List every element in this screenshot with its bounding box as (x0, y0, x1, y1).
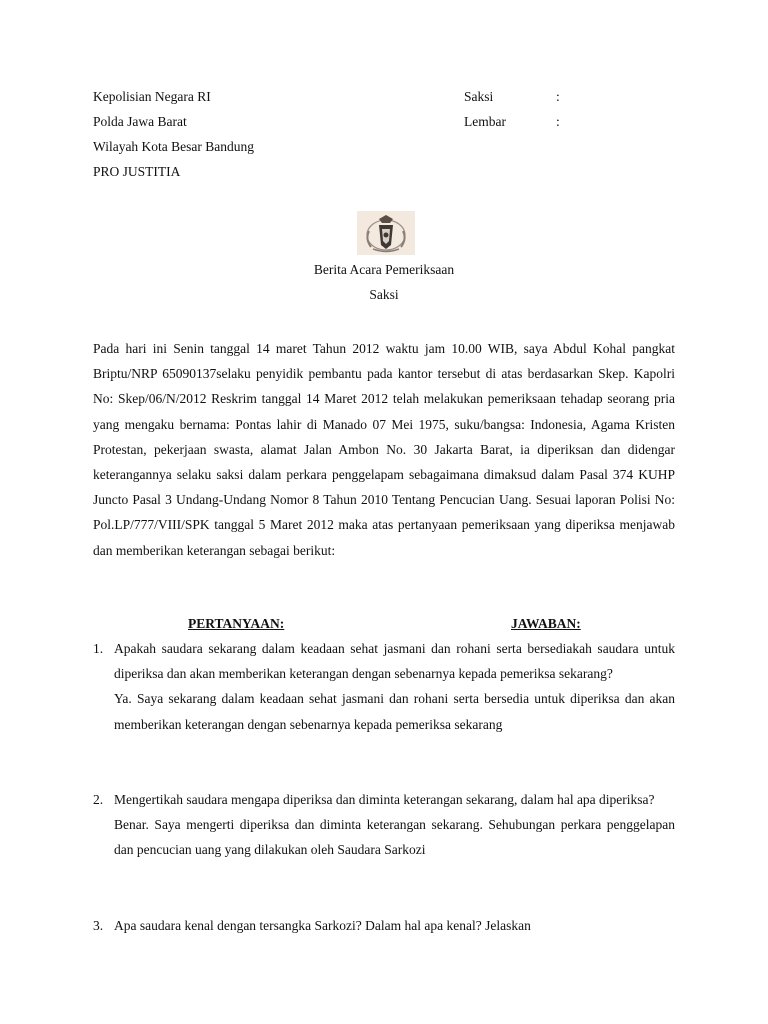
answer-text: Benar. Saya mengerti diperiksa dan diminta keterangan sekarang. Sehubungan perkara penggelapan dan pencucian uang yang dilakukan oleh Saudara Sarkozi (114, 817, 675, 858)
header-saksi-colon: : (556, 89, 560, 104)
qa-item-1 (93, 636, 675, 737)
header-lembar-label: Lembar (464, 114, 506, 129)
header-agency: Kepolisian Negara RI (93, 89, 211, 104)
question-text: Apakah saudara sekarang dalam keadaan sehat jasmani dan rohani serta bersediakah saudara untuk diperiksa dan akan memberikan keterangan dengan sebenarnya kepada pemeriksa sekarang? (114, 641, 675, 682)
header-lembar-colon: : (556, 114, 560, 129)
header-region: Polda Jawa Barat (93, 114, 187, 129)
header-city: Wilayah Kota Besar Bandung (93, 139, 255, 154)
question-text: Mengertikah saudara mengapa diperiksa dan diminta keterangan sekarang, dalam hal apa diperiksa? (114, 792, 655, 807)
police-emblem-icon (357, 211, 415, 255)
header-saksi-label: Saksi (464, 89, 494, 104)
qa-item-2 (93, 787, 675, 863)
doc-subtitle: Saksi (369, 287, 399, 302)
answer-header: JAWABAN: (511, 616, 581, 631)
qa-item-3 (93, 913, 675, 938)
item-number: 1. (93, 641, 104, 656)
item-number: 2. (93, 792, 104, 807)
question-text: Apa saudara kenal dengan tersangka Sarkozi? Dalam hal apa kenal? Jelaskan (114, 918, 531, 933)
question-header: PERTANYAAN: (188, 616, 285, 631)
header-pro-justitia: PRO JUSTITIA (93, 164, 181, 179)
answer-text: Ya. Saya sekarang dalam keadaan sehat jasmani dan rohani serta bersedia untuk diperiksa dan akan memberikan keterangan dengan sebenarnya kepada pemeriksa sekarang (114, 691, 675, 732)
intro-paragraph: Pada hari ini Senin tanggal 14 maret Tahun 2012 waktu jam 10.00 WIB, saya Abdul Kohal pangkat Briptu/NRP 65090137selaku penyidik pembantu pada kantor tersebut di atas berdasarkan Skep. Kapolri No: Skep/06/N/2012 Reskrim tanggal 14 Maret 2012 telah melakukan pemeriksaan tehadap seorang pria yang mengaku bernama: Pontas lahir di Manado 07 Mei 1975, suku/bangsa: Indonesia, Agama Kristen Protestan, pekerjaan swasta, alamat Jalan Ambon No. 30 Jakarta Barat, ia diperiksan dan didengar keterangannya selaku saksi dalam perkara penggelapam sebagaimana dimaksud dalam Pasal 374 KUHP Juncto Pasal 3 Undang-Undang Nomor 8 Tahun 2010 Tentang Pencucian Uang. Sesuai laporan Polisi No: Pol.LP/777/VIII/SPK tanggal 5 Maret 2012 maka atas pertanyaan pemeriksaan yang diperiksa menjawab dan memberikan keterangan sebagai berikut: (93, 341, 675, 558)
item-number: 3. (93, 918, 104, 933)
doc-title: Berita Acara Pemeriksaan (313, 262, 455, 277)
